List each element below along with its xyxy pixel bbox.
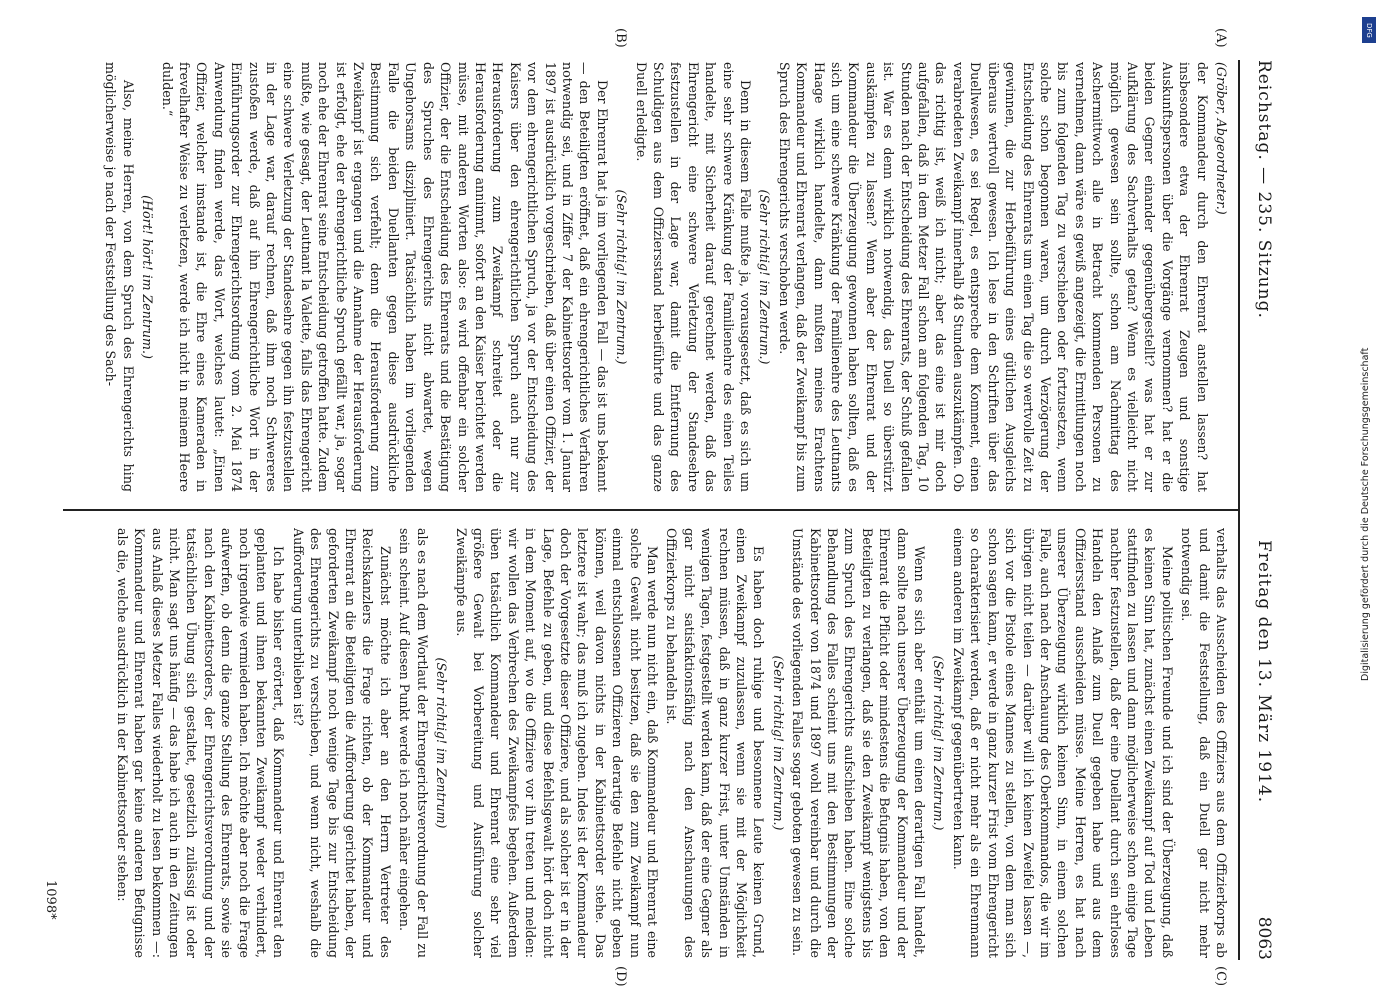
page-number: 8063 xyxy=(1254,916,1274,960)
interjection: (Hört! hört! im Zentrum.) xyxy=(140,195,156,359)
page-footer: 1098* xyxy=(43,880,58,920)
paragraph: Meine politischen Freunde und ich sind der Überzeugung, daß es keinen Sinn hat, zunächst einen Zweikampf auf Tod und Leben stattfinden zu lassen und dann möglicherweise schon einige Tage nachher festzustellen, daß der eine Duellant durch sein ehrloses Handeln den Anlaß zum Duell gegeben habe und aus dem Offiziersstand ausscheiden müsse. Meine Herren, es hat nach unserer Überzeugung wirklich keinen Sinn, in einem solchen Falle, auch nach der Anschauung des Oberkommandos, die wir im übrigen nicht teilen — darüber will ich keinen Zweifel lassen —, sich vor die Pistole eines Mannes zu stellen, von dem man sich schon sagen kann, er werde in ganz kurzer Frist vom Ehrengericht so charakterisiert werden, daß er nicht mehr als ein Ehrenmann einem anderen im Zweikampf gegenübertreten kann. xyxy=(950,528,1175,958)
paragraph: Denn in diesem Falle mußte ja, vorausgesetzt, daß es sich um eine sehr schwere Kränkung der Familienehre des einen Teiles handelte, mit Sicherheit darauf gerechnet werden, daß das Ehrengericht eine schwere Verletzung der Standesehre festzustellen in der Lage war, damit die Entfernung des Schuldigen aus dem Offiziersstand herbeiführte und das ganze Duell erledigte. xyxy=(633,62,754,492)
paragraph: Zunächst möchte ich aber an den Herrn Vertreter des Reichskanzlers die Frage richten, ob der Kommandeur und Ehrenrat an die Beteiligten die Aufforderung gerichtet haben, der geforderten Zweikampf noch wenige Tage bis zur Entscheidung des Ehrengerichts zu verschieben, und wenn nicht, weshalb die Aufforderung unterblieben ist? xyxy=(290,528,393,958)
interjection: (Sehr richtig! im Zentrum.) xyxy=(614,189,630,365)
margin-marker-b: (B) xyxy=(613,28,628,48)
margin-marker-d: (D) xyxy=(613,966,628,987)
digitization-sidebar xyxy=(1360,15,1378,985)
left-column xyxy=(70,62,1230,492)
speaker-label: (Gröber, Abgeordneter.) xyxy=(1214,62,1229,215)
paragraph: Wenn es sich aber enthält um einen derartigen Fall handelt, dann sollte nach unserer Überzeugung der Kommandeur und der Ehrenrat die Pflicht oder mindestens die Befugnis haben, von den Beteiligten zu verlangen, daß sie den Zweikampf wenigstens bis zum Spruch des Ehrengerichts aufschieben haben. Eine solche Behandlung des Falles scheint uns mit den Bestimmungen der Kabinettsorder von 1874 und 1897 wohl vereinbar und durch die Umstände des vorliegenden Falles sogar geboten gewesen zu sein. xyxy=(790,528,928,958)
paragraph: Also, meine Herren, von dem Spruch des Ehrengerichts hing möglicherweise je nach der Feststellung des Sach- xyxy=(103,62,136,492)
paragraph: Der Ehrenrat hat ja im vorliegenden Fall — das ist uns bekannt — den Beteiligten eröffnet, daß ein ehrengerichtliches Verfahren notwendig sei, und in Ziffer 7 der Kabinettsorder vom 1. Januar 1897 ist ausdrücklich vorgeschrieben, daß über einen Offizier, der vor dem ehrengerichtlichen Spruch, ja vor der Entscheidung des Kaisers über den ehrengerichtlichen Spruch auch nur zur Herausforderung zum Zweikampf schreitet oder die Herausforderung annimmt, sofort an den Kaiser berichtet werden müsse, mit anderen Worten also: es wird offenbar ein solcher Offizier, der die Entscheidung des Ehrenrats und die Bestätigung des Spruches des Ehrengerichts nicht abwartet, wegen Ungehorsams diszipliniert. Tatsächlich haben im vorliegenden Falle die beiden Duellanten gegen diese ausdrückliche Bestimmung sich verfehlt; denn die Herausforderung zum Zweikampf ist ergangen und die Annahme der Herausforderung ist erfolgt, ehe der ehrengerichtliche Spruch gefällt war, ja, sogar noch ehe der Ehrenrat seine Entscheidung getroffen hatte. Zudem mußte, wie gesagt, der Leutnant la Valette, falls das Ehrengericht eine schwere Verletzung der Standesehre gegen ihn festzustellen in der Lage war, darauf rechnen, daß ihm noch Schwereres zustoßen werde, daß auf ihn Ehrengerichtliche Wort in der Einführungsorder zur Ehrengerichtsordnung vom 2. Mai 1874 Anwendung finden werde, das Wort, welches lautet: „Einen Offizier, welcher imstande ist, die Ehre eines Kameraden in frevelhafter Weise zu verletzen, werde ich nicht in meinem Heere dulden.“ xyxy=(159,62,610,492)
interjection: (Sehr richtig! im Zentrum.) xyxy=(931,655,947,831)
document-page xyxy=(10,0,1320,1000)
interjection: (Sehr richtig! im Zentrum) xyxy=(434,657,450,829)
paragraph: Ich habe bisher erörtert, daß Kommandeur und Ehrenrat den geplanten und ihnen bekannten Zweikampf weder verhindert, noch irgendwie vermieden haben. Ich möchte aber noch die Frage aufwerfen, ob denn die ganze Stellung des Ehrenrats, sowie sie nach den Kabinettsorders, der Ehrengerichtsverordnung und der tatsächlichen Übung sich gestaltet, gesetzlich zulässig ist oder nicht. Man sagt uns häufig — das habe ich auch in den Zeitungen aus Anlaß dieses Metzer Falles wiederholt zu lesen bekommen —: Kommandeur und Ehrenrat haben gar keine anderen Befugnisse als die, welche ausdrücklich in der Kabinettsorder stehen: xyxy=(114,528,287,958)
dfg-logo: DFG xyxy=(1362,17,1376,43)
paragraph: der Kommandeur durch den Ehrenrat anstellen lassen? hat insbesondere etwa der Ehrenrat Zeugen und sonstige Auskunftspersonen über die Vorgänge vernommen? hat er die beiden Gegner einander gegenübergestellt? was hat er zur Aufklärung des Sachverhalts getan? Wenn es vielleicht nicht möglich gewesen sein sollte, schon am Nachmittag des Aschermittwoch alle in Betracht kommenden Personen zu vernehmen, dann wäre es gewiß angezeigt, die Ermittlungen noch bis zum folgenden Tag zu verschieben oder fortzusetzen, wenn solche schon begonnen waren, um durch Verzögerung der Entscheidung des Ehrenrats um einen Tag die so wertvolle Zeit zu gewinnen, die zur Herbeiführung eines gütlichen Ausgleichs überaus wertvoll gewesen. Ich lese in den Schriften über das Duellwesen, es sei Regel, es entspreche dem Komment, einen verabredeten Zweikampf innerhalb 48 Stunden auszukämpfen. Ob das richtig ist, weiß ich nicht; aber das eine ist mir doch aufgefallen, daß in dem Metzer Fall schon am folgenden Tag, 10 Stunden nach der Entscheidung des Ehrenrats, der Schuß gefallen ist. War es denn wirklich notwendig, das Duell so überstürzt auskämpfen zu lassen? Wenn aber der Ehrenrat und der Kommandeur die Überzeugung gewonnen haben sollten, daß es sich um eine schwere Kränkung der Familienehre des Leutnants Haage wirklich handelte, dann mußten meines Erachtens Kommandeur und Ehrenrat verlangen, daß der Zweikampf bis zum Spruch des Ehrengerichts verschoben werde. xyxy=(776,62,1210,492)
header-date: Freitag den 13. März 1914. xyxy=(1254,540,1274,804)
interjection: (Sehr richtig! im Zentrum.) xyxy=(757,189,773,365)
header-rule xyxy=(1238,60,1240,960)
right-column xyxy=(70,528,1230,958)
interjection: (Sehr richtig! im Zentrum.) xyxy=(770,655,786,831)
paragraph: Es haben doch ruhige und besonnene Leute keinen Grund, einen Zweikampf zuzulassen, wenn sie mit der Möglichkeit rechnen müssen, daß in ganz kurzer Frist, unter Umständen in wenigen Tagen, festgestellt werden kann, daß der eine Gegner als gar nicht satisfaktionsfähig nach den Anschauungen des Offizierkorps zu behandeln ist. xyxy=(664,528,767,958)
margin-marker-c: (C) xyxy=(1213,966,1228,987)
paragraph: verhalts das Ausscheiden des Offiziers aus dem Offizierkorps ab und damit die Feststellung, daß ein Duell gar nicht mehr notwendig sei. xyxy=(1179,528,1229,958)
page-header xyxy=(1246,60,1280,960)
margin-marker-a: (A) xyxy=(1213,28,1228,48)
paragraph: als es nach dem Wortlaut der Ehrengerichtsverordnung der Fall zu sein scheint. Auf diesen Punkt werde ich noch näher eingehen. xyxy=(397,528,430,958)
digitization-credit: Digitalisierung gefördert durch die Deutsche Forschungsgemeinschaft xyxy=(1360,347,1371,681)
column-divider xyxy=(63,509,1238,511)
paragraph: Man werde nun nicht ein, daß Kommandeur und Ehrenrat eine solche Gewalt nicht besitzen, daß sie den zum Zweikampf nun einmal entschlossenen Offizieren derartige Befehle nicht geben können, weil davon nichts in der Kabinettsorder stehe. Das letztere ist wahr; das muß ich zugeben. Indes ist der Kommandeur doch der Vorgesetzte dieser Offiziere, und als solcher ist er in der Lage, Befehle zu geben, und diese Befehlsgewalt hört doch nicht in dem Moment auf, wo die Offiziere vor ihn treten und melden: wir wollen das Verbrechen des Zweikampfes begehen. Außerdem üben tatsächlich Kommandeur und Ehrenrat eine sehr viel größere Gewalt bei Vorbereitung und Ausführung solcher Zweikämpfe aus. xyxy=(453,528,660,958)
header-left: Reichstag. — 235. Sitzung. xyxy=(1254,60,1274,319)
